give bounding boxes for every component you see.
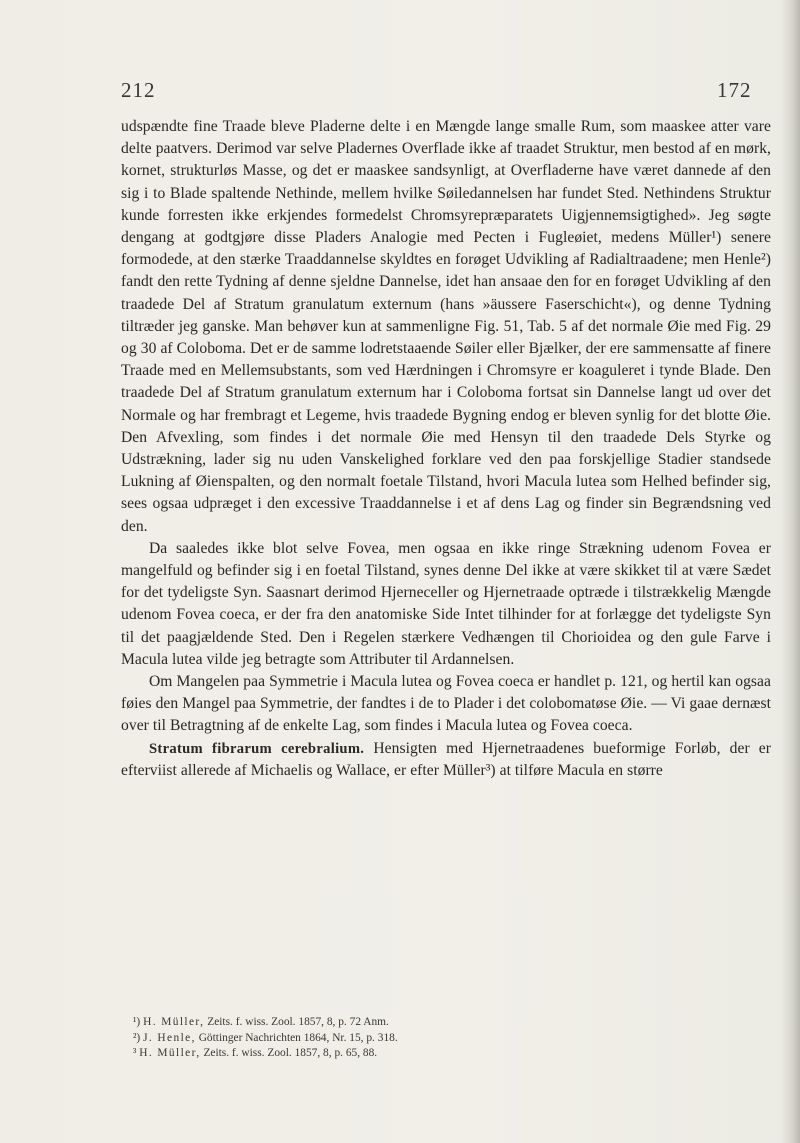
paragraph-1: udspændte fine Traade bleve Pladerne delte i en Mængde lange smalle Rum, som maaskee atter vare delte paatvers. Derimod var selve Pladernes Overflade ikke af traadet Struktur, men bestod af en mørk, kornet, strukturløs Masse, og det er maaskee sandsynligt, at Overfladerne have været dannede af den sig i to Blade spaltende Nethinde, mellem hvilke Søiledannelsen har fundet Sted. Nethindens Struktur kunde forresten ikke erkjendes formedelst Chromsyrepræparatets Uigjennemsigtighed». Jeg søgte dengang at godtgjøre disse Pladers Analogie med Pecten i Fugleøiet, medens Müller¹) senere formodede, at den stærke Traaddannelse skyldtes en forøget Udvikling af Radialtraadene; men Henle²) fandt den rette Tydning af denne sjeldne Dannelse, idet han ansaae den for en forøget Udvikling af den traadede Del af Stratum granulatum externum (hans »äussere Faserschicht«), og denne Tydning tiltræder jeg ganske. Man behøver kun at sammenligne Fig. 51, Tab. 5 af det normale Øie med Fig. 29 og 30 af Coloboma. Det er de samme lodretstaaende Søiler eller Bjælker, der ere sammensatte af finere Traade med en Mellemsubstants, som ved Hærdningen i Chromsyre er koaguleret i tynde Blade. Den traadede Del af Stratum granulatum externum har i Coloboma fortsat sin Dannelse langt ud over det Normale og har frembragt et Legeme, hvis traadede Bygning endog er bleven synlig for det blotte Øie. Den Afvexling, som findes i det normale Øie med Hensyn til den traadede Dels Styrke og Udstrækning, lader sig nu uden Vanskelighed forklare ved den paa forskjellige Stadier standsede Lukning af Øienspalten, og den normalt foetale Tilstand, hvori Macula lutea som Helhed befinder sig, sees ogsaa udpræget i den excessive Traaddannelse i et af dens Lag og finder sin Begrændsning ved den. xyxy=(121,118,771,535)
footnote xyxy=(121,1046,771,1062)
footnote-mark: ³ xyxy=(133,1047,137,1059)
section-lead: Stratum fibrarum cerebralium. xyxy=(149,740,365,757)
body-text xyxy=(121,116,771,782)
page-number-left: 212 xyxy=(121,78,156,102)
footnote-text: Zeits. f. wiss. Zool. 1857, 8, p. 65, 88. xyxy=(200,1047,378,1059)
paragraph-3: Om Mangelen paa Symmetrie i Macula lutea og Fovea coeca er handlet p. 121, og hertil kan ogsaa føies den Mangel paa Symmetrie, der fandtes i de to Plader i det colobomatøse Øie. — Vi gaae dernæst over til Betragtning af de enkelte Lag, som findes i Macula lutea og Fovea coeca. xyxy=(121,673,771,735)
paragraph-4 xyxy=(121,738,771,782)
footnote-author: J. Henle, xyxy=(143,1031,196,1044)
page-number-right: 172 xyxy=(717,78,752,102)
footnote-mark: ²) xyxy=(133,1031,141,1044)
paragraph-2: Da saaledes ikke blot selve Fovea, men ogsaa en ikke ringe Strækning udenom Fovea er mangelfuld og befinder sig i en foetal Tilstand, synes denne Del ikke at være skikket til at være Sædet for det tydeligste Syn. Saasnart derimod Hjerneceller og Hjernetraade optræde i tilstrækkelig Mængde udenom Fovea coeca, er der fra den anatomiske Side Intet tilhinder for at forlægge det tydeligste Syn til det paagjældende Sted. Den i Regelen stærkere Vedhængen til Chorioidea og den gule Farve i Macula lutea vilde jeg betragte som Attributer til Ardannelsen. xyxy=(121,539,771,668)
page-edge-shadow xyxy=(782,0,800,1143)
footnote-author: H. Müller, xyxy=(139,1047,201,1059)
footnote-author: H. Müller, xyxy=(143,1016,205,1028)
footnote xyxy=(121,1015,771,1031)
footnote-text: Zeits. f. wiss. Zool. 1857, 8, p. 72 Anm. xyxy=(204,1016,389,1028)
footnotes xyxy=(121,1015,771,1062)
footnote-text: Göttinger Nachrichten 1864, Nr. 15, p. 318. xyxy=(195,1031,398,1044)
paragraph-4-text: Hensigten med Hjernetraadenes bueformige Forløb, der er efterviist allerede af Michaelis og Wallace, er efter Müller³) at tilføre Macula en større xyxy=(121,739,771,779)
footnote xyxy=(121,1031,771,1047)
footnote-mark: ¹) xyxy=(133,1016,141,1028)
